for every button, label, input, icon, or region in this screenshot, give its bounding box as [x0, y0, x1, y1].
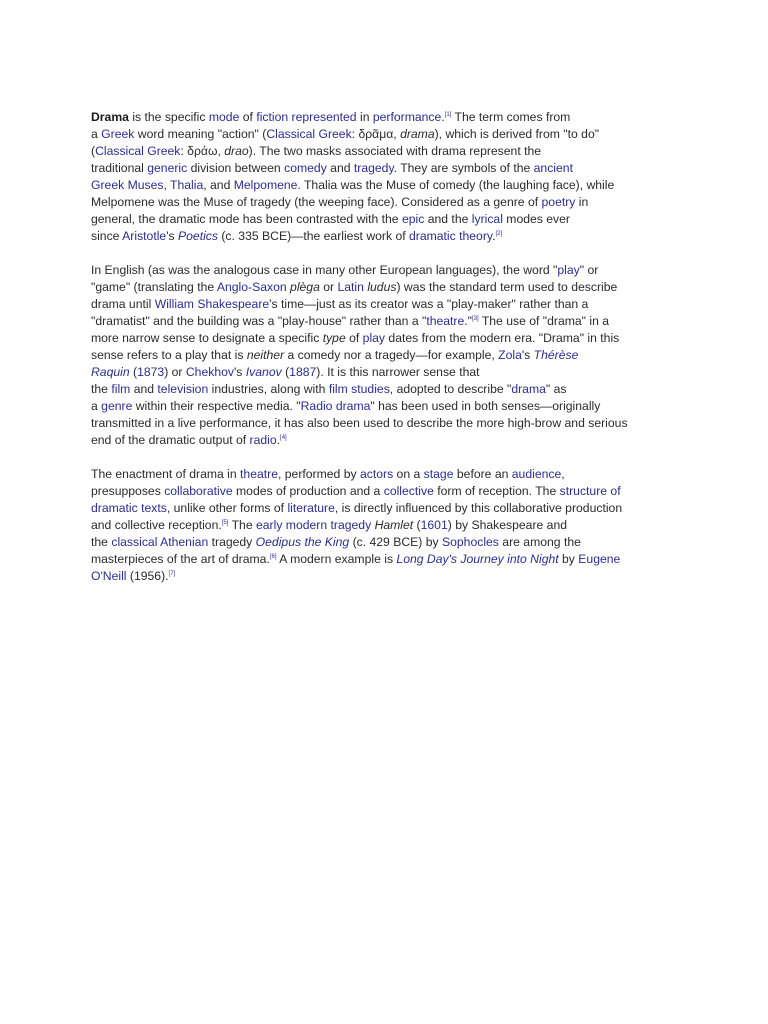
body-text: (1956).	[126, 569, 169, 583]
body-text: sense refers to a play that is	[91, 348, 247, 362]
italic-text: Hamlet	[374, 518, 414, 532]
wiki-link[interactable]: Poetics	[178, 229, 218, 243]
body-text: a	[91, 127, 102, 141]
wiki-link[interactable]: lyrical	[471, 212, 503, 226]
body-text: modes ever	[502, 212, 570, 226]
body-text: transmitted in a live performance, it has also been used to describe the more high-brow and serious	[91, 416, 628, 430]
wiki-link[interactable]: Chekhov	[185, 365, 234, 379]
text-line	[91, 279, 681, 296]
text-line	[91, 483, 681, 500]
wiki-link[interactable]: generic	[147, 161, 188, 175]
text-line	[91, 143, 681, 160]
wiki-link[interactable]: literature	[287, 501, 335, 515]
wiki-link[interactable]: performance	[372, 110, 442, 124]
wiki-link[interactable]: film studies	[328, 382, 390, 396]
body-text: presupposes	[91, 484, 165, 498]
text-line	[91, 262, 681, 279]
body-text: or	[319, 280, 338, 294]
body-text: modes of production and a	[232, 484, 384, 498]
italic-text: drama	[400, 127, 435, 141]
body-text: . They are symbols of the	[393, 161, 534, 175]
body-text: .	[492, 229, 496, 243]
wiki-link[interactable]: Sophocles	[441, 535, 499, 549]
wiki-link[interactable]: early modern tragedy	[256, 518, 372, 532]
body-text: , and	[203, 178, 234, 192]
body-text: in	[356, 110, 373, 124]
body-text: are among the	[498, 535, 581, 549]
wiki-link[interactable]: Thalia	[170, 178, 204, 192]
wiki-link[interactable]: stage	[423, 467, 454, 481]
wiki-link[interactable]: play	[557, 263, 580, 277]
wiki-link[interactable]: theatre	[426, 314, 465, 328]
body-text: and the	[424, 212, 472, 226]
body-text: : δράω,	[180, 144, 225, 158]
wiki-link[interactable]: actors	[359, 467, 394, 481]
body-text: (	[281, 365, 290, 379]
wiki-link[interactable]: Raquin	[91, 365, 130, 379]
body-text: word meaning "action" (	[134, 127, 267, 141]
body-text: , performed by	[278, 467, 360, 481]
body-text: 's	[233, 365, 246, 379]
text-line	[91, 160, 681, 177]
body-text: and collective reception.	[91, 518, 222, 532]
body-text: The enactment of drama in	[91, 467, 241, 481]
body-text: A modern example is	[276, 552, 397, 566]
wiki-link[interactable]: drama	[511, 382, 546, 396]
body-text: drama until	[91, 297, 155, 311]
body-text: division between	[187, 161, 285, 175]
wiki-link[interactable]: genre	[101, 399, 133, 413]
wiki-link[interactable]: film	[111, 382, 131, 396]
text-line	[91, 228, 681, 245]
body-text: ) or	[164, 365, 186, 379]
wiki-link[interactable]: Aristotle	[122, 229, 167, 243]
body-text: ) was the standard term used to describe	[396, 280, 618, 294]
body-text: of	[239, 110, 257, 124]
text-line	[91, 398, 681, 415]
paragraph	[91, 109, 681, 245]
wiki-link[interactable]: epic	[401, 212, 425, 226]
wiki-link[interactable]: poetry	[541, 195, 576, 209]
body-text: ), which is derived from "to do"	[434, 127, 600, 141]
wiki-link[interactable]: radio	[249, 433, 277, 447]
wiki-link[interactable]: Radio drama	[300, 399, 371, 413]
wiki-link[interactable]: ancient	[533, 161, 573, 175]
paragraph	[91, 466, 681, 585]
citation-reference[interactable]: [6]	[269, 554, 277, 560]
wiki-link[interactable]: Classical Greek	[266, 127, 352, 141]
body-text: ). The two masks associated with drama represent the	[248, 144, 542, 158]
text-line	[91, 432, 681, 449]
body-text: (	[91, 144, 96, 158]
italic-text: ludus	[367, 280, 397, 294]
wiki-link[interactable]: 1601	[420, 518, 448, 532]
body-text: , unlike other forms of	[166, 501, 288, 515]
wiki-link[interactable]: Greek Muses	[91, 178, 164, 192]
wiki-link[interactable]: dramatic texts	[91, 501, 167, 515]
wiki-link[interactable]: Thérèse	[533, 348, 579, 362]
body-text: The	[228, 518, 256, 532]
wiki-link[interactable]: television	[157, 382, 209, 396]
body-text: of	[345, 331, 363, 345]
body-text: .	[441, 110, 445, 124]
wiki-link[interactable]: Ivanov	[245, 365, 282, 379]
body-text: since	[91, 229, 123, 243]
body-text: (c. 429 BCE) by	[349, 535, 442, 549]
body-text: 's	[166, 229, 179, 243]
body-text: and	[130, 382, 158, 396]
wiki-link[interactable]: Anglo-Saxon	[216, 280, 287, 294]
citation-reference[interactable]: [5]	[221, 520, 229, 526]
wiki-link[interactable]: tragedy	[353, 161, 394, 175]
body-text: , adopted to describe "	[389, 382, 512, 396]
text-line	[91, 568, 681, 585]
body-text: "game" (translating the	[91, 280, 217, 294]
text-line	[91, 466, 681, 483]
wiki-link[interactable]: fiction represented	[256, 110, 357, 124]
body-text: the	[91, 382, 112, 396]
citation-reference[interactable]: [3]	[471, 316, 479, 322]
wiki-link[interactable]: Eugene	[578, 552, 621, 566]
body-text: and	[326, 161, 354, 175]
body-text: by	[558, 552, 579, 566]
article-title-term: Drama	[91, 110, 129, 124]
body-text: end of the dramatic output of	[91, 433, 250, 447]
text-line	[91, 330, 681, 347]
article-body	[91, 109, 681, 602]
italic-text: neither	[246, 348, 285, 362]
body-text: ) by Shakespeare and	[447, 518, 567, 532]
wiki-link[interactable]: structure of	[559, 484, 621, 498]
body-text: Melpomene was the Muse of tragedy (the weeping face). Considered as a genre of	[91, 195, 542, 209]
body-text: on a	[393, 467, 424, 481]
body-text: ). It is this narrower sense that	[316, 365, 480, 379]
text-line	[91, 126, 681, 143]
body-text: a comedy nor a tragedy—for example,	[284, 348, 499, 362]
italic-text: drao	[224, 144, 249, 158]
body-text: : δρᾶμα,	[351, 127, 401, 141]
wiki-link[interactable]: Latin	[337, 280, 364, 294]
wiki-link[interactable]: 1873	[137, 365, 165, 379]
wiki-link[interactable]: Long Day's Journey into Night	[396, 552, 559, 566]
citation-reference[interactable]: [1]	[444, 112, 452, 118]
body-text: before an	[453, 467, 512, 481]
body-text: In English (as was the analogous case in many other European languages), the word "	[91, 263, 558, 277]
italic-text: plèga	[290, 280, 320, 294]
wiki-link[interactable]: dramatic theory	[409, 229, 493, 243]
wiki-link[interactable]: William Shakespeare	[154, 297, 270, 311]
wiki-link[interactable]: theatre	[240, 467, 278, 481]
body-text: (c. 335 BCE)—the earliest work of	[217, 229, 409, 243]
wiki-link[interactable]: mode	[208, 110, 240, 124]
citation-reference[interactable]: [7]	[168, 571, 176, 577]
wiki-link[interactable]: collaborative	[164, 484, 233, 498]
body-text: 's	[521, 348, 534, 362]
body-text: " as	[545, 382, 567, 396]
body-text: in	[575, 195, 589, 209]
body-text: more narrow sense to designate a specific	[91, 331, 323, 345]
body-text: traditional	[91, 161, 148, 175]
text-line	[91, 551, 681, 568]
body-text: " has been used in both senses—originally	[370, 399, 601, 413]
body-text: , is directly influenced by this collaborative production	[334, 501, 623, 515]
wiki-link[interactable]: Classical Greek	[95, 144, 181, 158]
text-line	[91, 415, 681, 432]
wiki-link[interactable]: Zola	[498, 348, 522, 362]
text-line	[91, 381, 681, 398]
wiki-link[interactable]: comedy	[284, 161, 327, 175]
paragraph	[91, 262, 681, 449]
body-text: "dramatist" and the building was a "play-house" rather than a "	[91, 314, 427, 328]
wiki-link[interactable]: Melpomene	[233, 178, 298, 192]
body-text: (	[413, 518, 421, 532]
body-text: a	[91, 399, 102, 413]
wiki-link[interactable]: play	[362, 331, 386, 345]
wiki-link[interactable]: Oedipus the King	[255, 535, 350, 549]
body-text: within their respective media. "	[132, 399, 301, 413]
body-text: masterpieces of the art of drama.	[91, 552, 270, 566]
body-text: .	[276, 433, 281, 447]
text-line	[91, 517, 681, 534]
text-line	[91, 534, 681, 551]
citation-reference[interactable]: [4]	[280, 435, 287, 441]
body-text: ,	[561, 467, 565, 481]
body-text: The use of "drama" in a	[478, 314, 610, 328]
wiki-link[interactable]: classical Athenian	[111, 535, 209, 549]
text-line	[91, 500, 681, 517]
body-text: is the specific	[128, 110, 209, 124]
wiki-link[interactable]: 1887	[289, 365, 317, 379]
wiki-link[interactable]: Greek	[101, 127, 135, 141]
text-line	[91, 109, 681, 126]
body-text: general, the dramatic mode has been contrasted with the	[91, 212, 402, 226]
wiki-link[interactable]: collective	[383, 484, 434, 498]
wiki-link[interactable]: audience	[511, 467, 562, 481]
body-text: form of reception. The	[433, 484, 560, 498]
text-line	[91, 177, 681, 194]
body-text: (	[129, 365, 138, 379]
body-text: tragedy	[208, 535, 256, 549]
text-line	[91, 313, 681, 330]
body-text: 's time—just as its creator was a "play-maker" rather than a	[269, 297, 589, 311]
wiki-link[interactable]: O'Neill	[91, 569, 127, 583]
body-text: the	[91, 535, 112, 549]
body-text: " or	[579, 263, 599, 277]
italic-text: type	[322, 331, 346, 345]
text-line	[91, 347, 681, 364]
text-line	[91, 296, 681, 313]
text-line	[91, 364, 681, 381]
text-line	[91, 211, 681, 228]
body-text: industries, along with	[208, 382, 329, 396]
body-text: dates from the modern era. "Drama" in this	[385, 331, 620, 345]
body-text: The term comes from	[451, 110, 571, 124]
body-text: . Thalia was the Muse of comedy (the laughing face), while	[297, 178, 615, 192]
body-text: ."	[464, 314, 472, 328]
body-text: ,	[163, 178, 171, 192]
citation-reference[interactable]: [2]	[495, 231, 503, 237]
text-line	[91, 194, 681, 211]
